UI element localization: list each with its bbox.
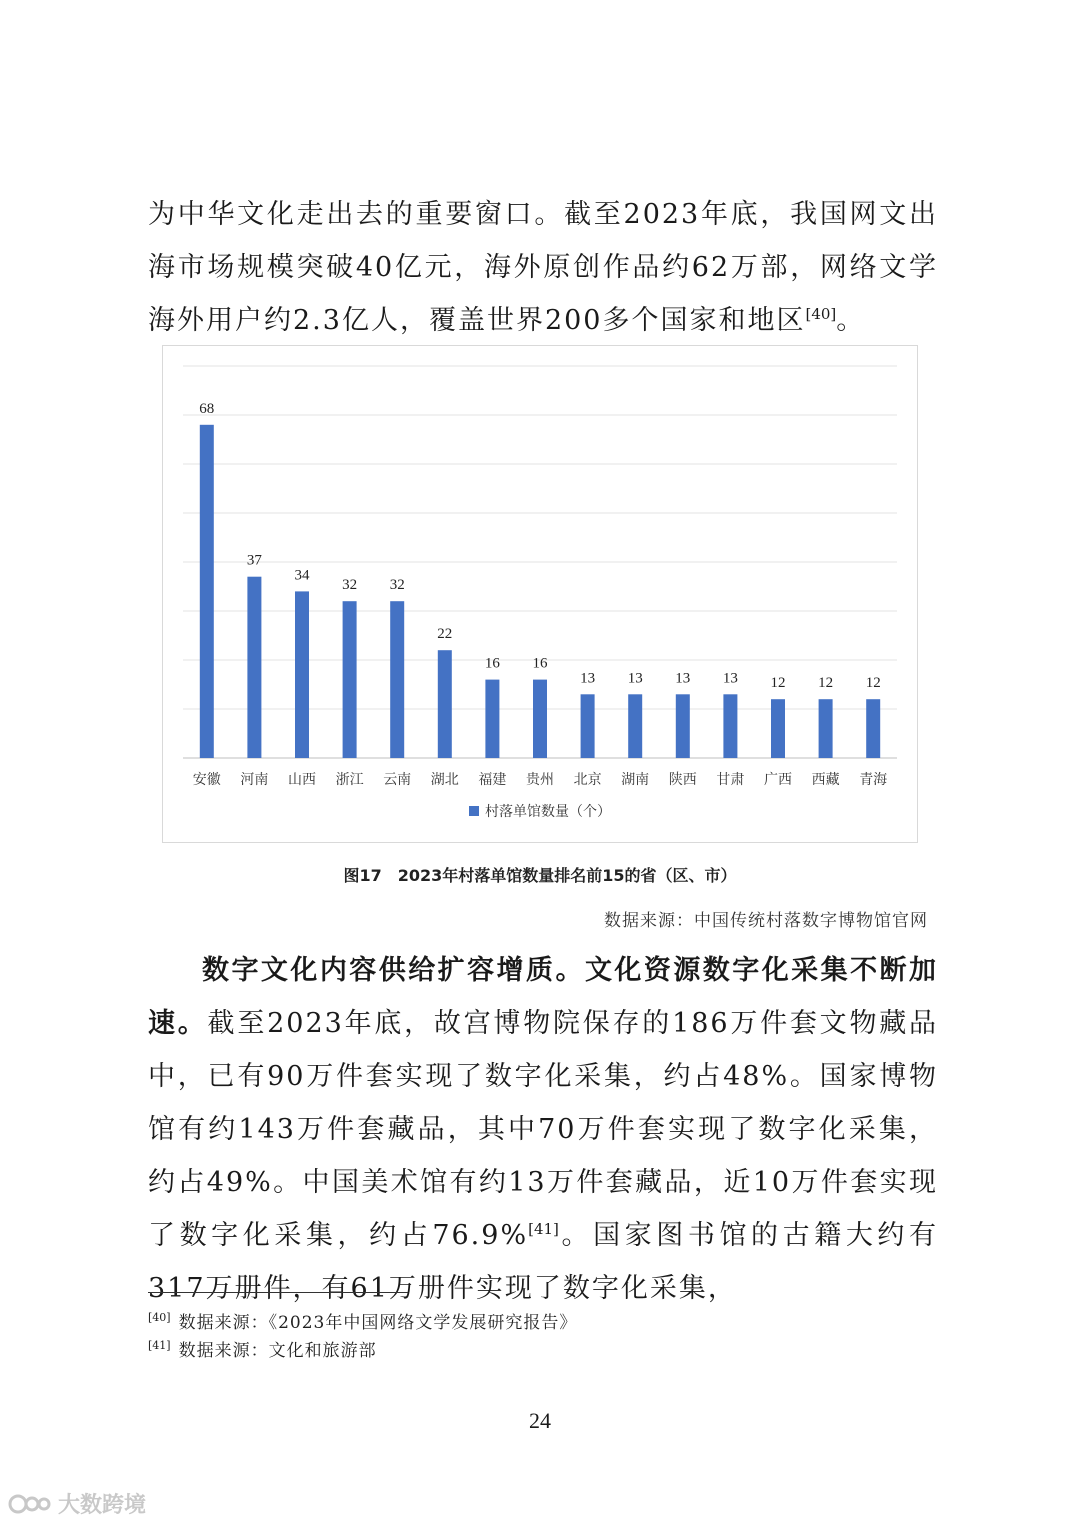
x-tick-label: 云南 — [383, 772, 412, 788]
x-tick-label: 广西 — [764, 772, 792, 788]
data-label: 13 — [580, 670, 596, 687]
bar-北京 — [581, 694, 595, 758]
bar-陕西 — [676, 694, 690, 758]
footnote-41: [41] 数据来源：文化和旅游部 — [148, 1339, 377, 1361]
figure-caption: 图17 2023年村落单馆数量排名前15的省（区、市） — [343, 866, 737, 885]
bar-chart-frame — [162, 345, 918, 843]
bar-山西 — [295, 591, 309, 758]
bar-云南 — [390, 601, 404, 758]
x-tick-label: 福建 — [478, 772, 507, 788]
bar-贵州 — [533, 680, 547, 758]
paragraph-intro: 为中华文化走出去的重要窗口。截至2023年底，我国网文出海市场规模突破40亿元，海外原创作品约62万部，网络文学海外用户约2.3亿人，覆盖世界200多个国家和地区[40]。 — [148, 199, 938, 336]
x-tick-label: 湖南 — [621, 772, 650, 788]
legend-label: 村落单馆数量（个） — [485, 804, 611, 820]
bar-chart — [163, 346, 917, 842]
bar-湖北 — [438, 650, 452, 758]
data-label: 16 — [484, 655, 500, 672]
x-tick-label: 河南 — [240, 772, 269, 788]
data-label: 68 — [199, 400, 215, 417]
footnote-divider — [148, 1292, 408, 1293]
bar-西藏 — [819, 699, 833, 758]
bar-浙江 — [343, 601, 357, 758]
x-tick-label: 青海 — [859, 772, 888, 788]
legend-swatch — [469, 806, 479, 816]
data-label: 32 — [389, 577, 405, 594]
bar-广西 — [771, 699, 785, 758]
data-label: 34 — [294, 567, 310, 584]
data-label: 13 — [722, 670, 738, 687]
watermark: 大数跨境 — [8, 1488, 146, 1519]
data-label: 12 — [865, 675, 881, 692]
data-label: 13 — [675, 670, 691, 687]
bar-安徽 — [200, 425, 214, 758]
footnote-ref-40[interactable]: [40] — [805, 305, 837, 323]
x-tick-label: 浙江 — [335, 772, 364, 788]
data-label: 22 — [437, 626, 453, 643]
bar-福建 — [485, 680, 499, 758]
footnote-ref-41[interactable]: [41] — [528, 1220, 559, 1238]
data-label: 13 — [627, 670, 643, 687]
paragraph-digital-culture: 数字文化内容供给扩容增质。文化资源数字化采集不断加速。截至2023年底，故宫博物院保存的186万件套文物藏品中，已有90万件套实现了数字化采集，约占48%。国家博物馆有约143万件套藏品，其中70万件套实现了数字化采集，约占49%。中国美术馆有约13万件套藏品，近10万件套实现了数字化采集，约占76.9%[41]。国家图书馆的古籍大约有317万册件，有61万册件实现了数字化采集， — [148, 955, 939, 1304]
page-number: 24 — [529, 1408, 551, 1433]
x-tick-label: 湖北 — [430, 772, 459, 788]
data-label: 16 — [532, 655, 548, 672]
paragraph-lead: 数字文化内容供给扩容增质。文化资源数字化采集不断加速。 — [148, 955, 938, 1039]
watermark-logo-icon — [8, 1492, 52, 1516]
x-tick-label: 甘肃 — [716, 772, 745, 788]
x-tick-label: 山西 — [288, 772, 316, 788]
x-tick-label: 西藏 — [811, 772, 840, 788]
footnote-40: [40] 数据来源：《2023年中国网络文学发展研究报告》 — [148, 1311, 578, 1333]
x-tick-label: 安徽 — [192, 772, 221, 788]
data-label: 12 — [818, 675, 834, 692]
bar-甘肃 — [723, 694, 737, 758]
x-tick-label: 北京 — [573, 772, 602, 788]
bar-青海 — [866, 699, 880, 758]
figure-source: 数据来源：中国传统村落数字博物馆官网 — [604, 911, 928, 931]
bar-河南 — [247, 577, 261, 758]
data-label: 12 — [770, 675, 786, 692]
x-tick-label: 贵州 — [526, 772, 554, 788]
bar-湖南 — [628, 694, 642, 758]
data-label: 37 — [246, 552, 262, 569]
x-tick-label: 陕西 — [668, 772, 697, 788]
data-label: 32 — [342, 577, 358, 594]
